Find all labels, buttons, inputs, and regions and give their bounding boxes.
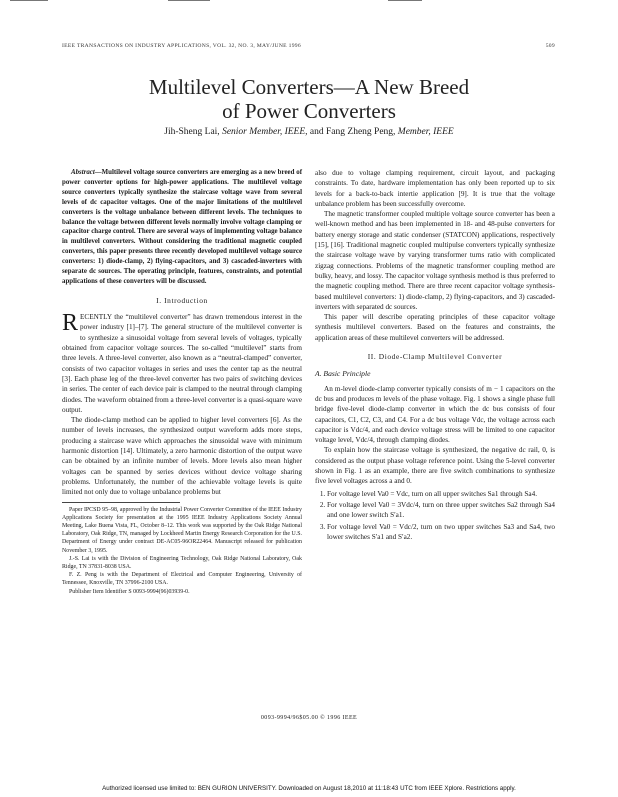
list-item: 3. For voltage level Va0 = Vdc/2, turn on two upper switches Sa3 and Sa4, two lower switches S′a1 and S′a2. — [327, 522, 555, 543]
subsection-a-heading: A. Basic Principle — [315, 369, 371, 379]
right-paragraph-4: An m-level diode-clamp converter typically consists of m − 1 capacitors on the dc bus and produces m levels of the phase voltage. Fig. 1 shows a single phase full bridge five-level diode-clamp converter in which the dc bus consists of four capacitors, C1, C2, C3, and C4. For a dc bus voltage Vdc, the voltage across each capacitor is Vdc/4, and each device voltage stress will be limited to one capacitor voltage level, Vdc/4, through clamping diodes. — [315, 384, 555, 445]
author-2: Fang Zheng Peng, — [326, 127, 396, 137]
right-paragraph-2: The magnetic transformer coupled multiple voltage source converter has been a well-known method and has been implemented in 18- and 48-pulse converters for battery energy storage and static condenser (STATCON) applications, respectively [15], [16]. Traditional magnetic coupled multipulse converters typically synthesize the staircase voltage wave by varying transformer turns ratio with complicated zigzag connections. Problems of the magnetic transformer coupling method are bulky, heavy, and lossy. The capacitor voltage synthesis method is thus preferred to the magnetic coupling method. There are three recent capacitor voltage synthesis-based multilevel converters: 1) diode-clamp, 2) flying-capacitors, and 3) cascaded-inverters with separated dc sources. — [315, 210, 555, 311]
paper-title — [0, 75, 618, 123]
author-and: and — [309, 127, 324, 137]
author-1-role: Senior Member, IEEE, — [222, 127, 308, 137]
intro-paragraph-2: The diode-clamp method can be applied to higher level converters [6]. As the number of levels increases, the synthesized output waveform adds more steps, producing a staircase wave which approaches the sinusoidal wave with minimum harmonic distortion [14]. Ultimately, a zero harmonic distortion of the output wave can be obtained by an infinite number of levels. More levels also mean higher voltages can be spanned by series devices without device voltage sharing problems. Unfortunately, the number of the achievable voltage levels is quite limited not only due to voltage unbalance problems but — [62, 416, 302, 497]
right-paragraph-5: To explain how the staircase voltage is synthesized, the negative dc rail, 0, is considered as the output phase voltage reference point. Using the 5-level converter shown in Fig. 1 as an example, there are five switch combinations to synthesize five level voltages across a and 0. — [315, 446, 555, 486]
intro-p1-text: ECENTLY the “multilevel converter” has drawn tremendous interest in the power industry [1]–[7]. The general structure of the multilevel converter is to synthesize a sinusoidal voltage from several levels of voltages, typically obtained from capacitor voltage sources. The so-called “multilevel” starts from three levels. A three-level converter, also known as a “neutral-clamped” converter, consists of two capacitor voltages in series and uses the center tap as the neutral [3]. Each phase leg of the three-level converter has two pairs of switching devices in series. The center of each device pair is clamped to the neutral through clamping diodes. The waveform obtained from a three-level converter is a quasi-square wave output. — [62, 313, 302, 414]
title-line-2: of Power Converters — [222, 99, 396, 123]
footnote-1: Paper IPCSD 95–98, approved by the Industrial Power Converter Committee of the IEEE Industry Applications Society for presentation at the 1995 IEEE Industry Applications Society Annual Meeting, Lake Buena Vista, FL, October 8–12. This work was supported by the Oak Ridge National Laboratory, Oak Ridge, TN, managed by Lockheed Martin Energy Research Corporation for the U.S. Department of Energy under contract DE-AC05-96OR22464. Manuscript released for publication November 3, 1995. — [62, 506, 302, 554]
abstract-text: Multilevel voltage source converters are emerging as a new breed of power converter options for high-power applications. The multilevel voltage source converters typically synthesize the staircase voltage wave from several levels of dc capacitor voltages. One of the major limitations of the multilevel converters is the voltage unbalance between different levels. The techniques to balance the voltage between different levels normally involve voltage clamping or capacitor charge control. There are several ways of implementing voltage balance in multilevel converters. Without considering the traditional magnetic coupled converters, this paper presents three recently developed multilevel voltage source converters: 1) diode-clamp, 2) flying-capacitors, and 3) cascaded-inverters with separate dc sources. The operating principle, features, constraints, and potential applications of these converters will be discussed. — [62, 169, 302, 285]
top-rule-left — [10, 0, 48, 1]
list-item: 2. For voltage level Va0 = 3Vdc/4, turn on three upper switches Sa2 through Sa4 and one lower switch S′a1. — [327, 500, 555, 521]
intro-paragraph-1 — [62, 312, 302, 415]
section-1-heading: I. Introduction — [156, 295, 208, 305]
author-line — [0, 127, 618, 137]
right-paragraph-continued: also due to voltage clamping requirement, circuit layout, and packaging constraints. To date, hardware implementation has only been reported up to six levels for a back-to-back intertie application [9]. It is true that the voltage unbalance problem has been successfully overcome. — [315, 169, 555, 208]
title-line-1: Multilevel Converters—A New Breed — [148, 75, 470, 99]
footnote-block — [62, 506, 302, 596]
section-2-heading: II. Diode-Clamp Multilevel Converter — [367, 352, 503, 362]
footnote-3: F. Z. Peng is with the Department of Electrical and Computer Engineering, University of Tennessee, Knoxville, TN 37996-2100 USA. — [62, 572, 302, 587]
right-paragraph-3: This paper will describe operating principles of these capacitor voltage synthesis multilevel converters. Based on the features and constraints, the application areas of these multilevel converters will be addressed. — [315, 313, 555, 342]
author-2-role: Member, IEEE — [397, 127, 454, 137]
top-rule-right — [388, 0, 422, 1]
license-footer: Authorized licensed use limited to: BEN GURION UNIVERSITY. Downloaded on August 18,2010 at 11:18:43 UTC from IEEE Xplore. Restrictions apply. — [102, 785, 516, 792]
drop-cap: R — [62, 310, 79, 337]
abstract-label: Abstract— — [71, 169, 102, 176]
switch-combination-list — [315, 489, 555, 542]
publisher-id: 0093-9994/96$05.00 © 1996 IEEE — [260, 715, 358, 721]
footnote-2: J.-S. Lai is with the Division of Engineering Technology, Oak Ridge National Laboratory, Oak Ridge, TN 37831-8038 USA. — [62, 555, 302, 570]
footnote-4: Publisher Item Identifier S 0093-9994(96)03939-0. — [69, 588, 190, 595]
journal-line: IEEE TRANSACTIONS ON INDUSTRY APPLICATIONS, VOL. 32, NO. 3, MAY/JUNE 1996 — [62, 43, 301, 49]
page-number: 509 — [545, 43, 555, 49]
left-column — [62, 168, 302, 596]
right-column — [315, 168, 555, 543]
list-item: 1. For voltage level Va0 = Vdc, turn on all upper switches Sa1 through Sa4. — [327, 489, 555, 499]
running-header — [62, 43, 555, 49]
abstract — [62, 168, 302, 287]
author-1: Jih-Sheng Lai, — [164, 127, 220, 137]
top-rule-center — [168, 0, 210, 1]
